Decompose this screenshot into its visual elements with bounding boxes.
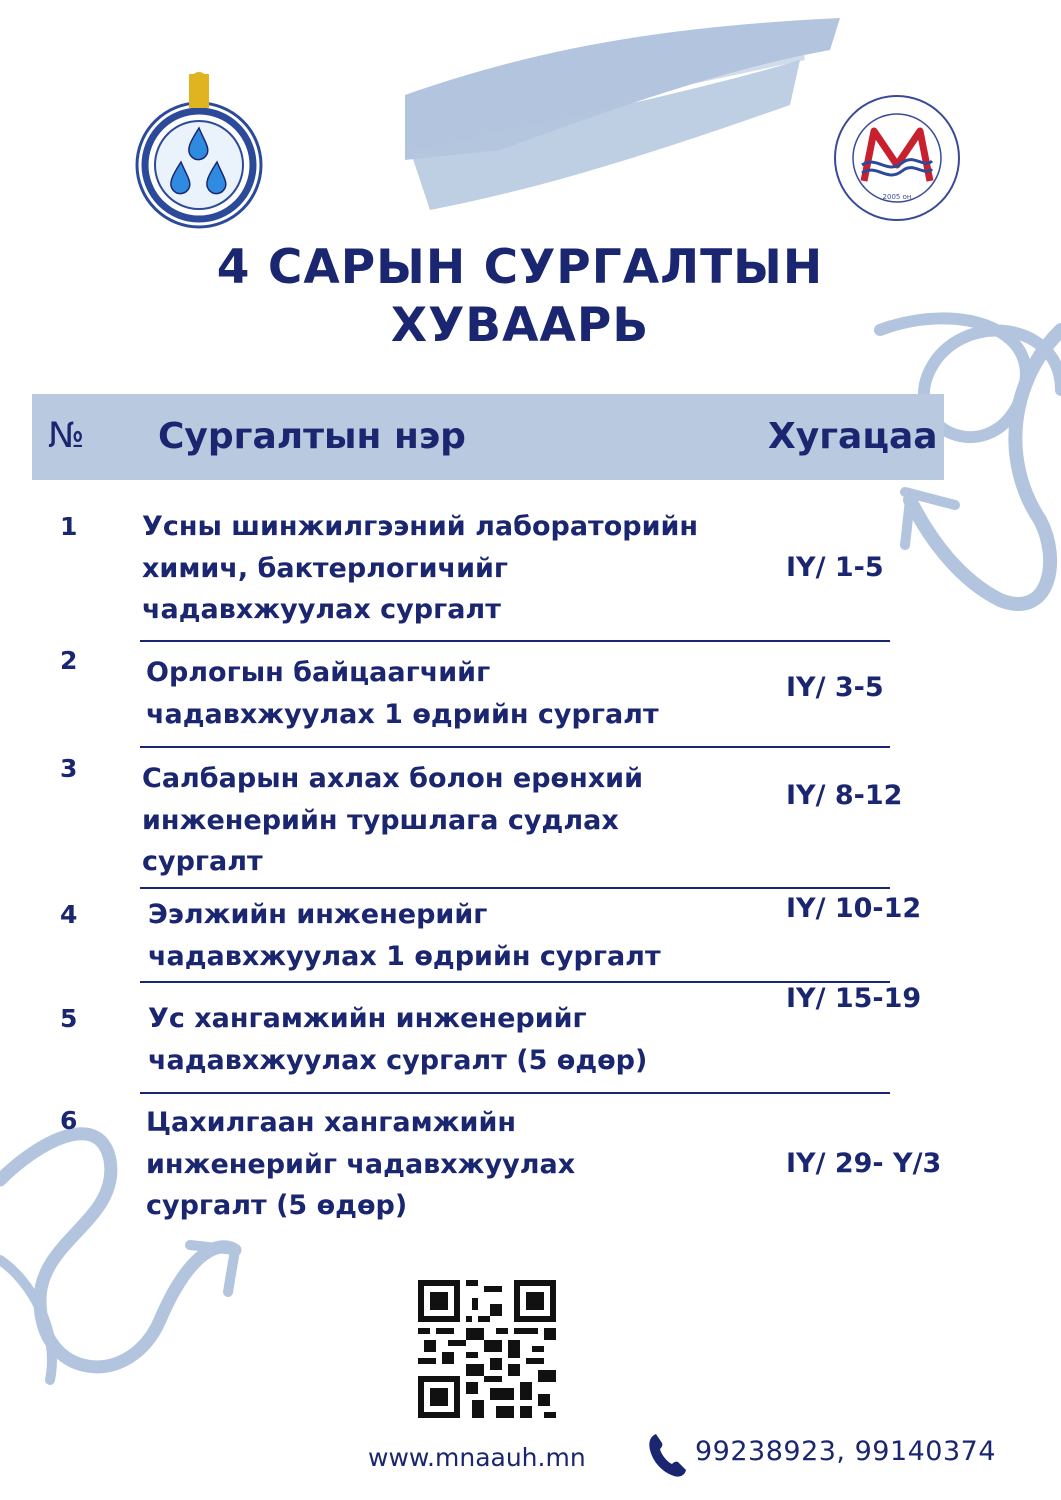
row-5-date: IY/ 15-19 <box>786 983 922 1014</box>
row-2-date: IY/ 3-5 <box>786 672 884 703</box>
row-5-name: Ус хангамжийн инженерийг чадавхжуулах сургалт (5 өдөр) <box>148 1003 648 1076</box>
phone-numbers[interactable]: 99238923, 99140374 <box>695 1436 997 1467</box>
qr-code-icon <box>418 1280 556 1418</box>
row-5-number: 5 <box>60 1004 78 1033</box>
row-3-number: 3 <box>60 754 78 783</box>
col-header-name: Сургалтын нэр <box>158 416 466 457</box>
logo-year: 2005 он <box>882 193 912 201</box>
website-link[interactable]: www.mnaauh.mn <box>368 1443 586 1472</box>
row-6-date: IY/ 29- Y/3 <box>786 1148 942 1179</box>
row-divider <box>140 746 890 748</box>
row-3-date: IY/ 8-12 <box>786 780 903 811</box>
row-1-name: Усны шинжилгээний лабораторийн химич, бактерлогичийг чадавхжуулах сургалт <box>142 511 699 625</box>
col-header-number: № <box>48 416 85 456</box>
row-divider <box>140 981 890 983</box>
page-title-line1: 4 САРЫН СУРГАЛТЫН <box>216 240 824 295</box>
row-divider <box>140 640 890 642</box>
row-4-number: 4 <box>60 900 78 929</box>
col-header-duration: Хугацаа <box>768 416 938 457</box>
row-4-date: IY/ 10-12 <box>786 893 922 924</box>
row-3-name: Салбарын ахлах болон ерөнхий инженерийн туршлага судлах сургалт <box>142 763 644 877</box>
row-6-name: Цахилгаан хангамжийн инженерийг чадавхжуулах сургалт (5 өдөр) <box>146 1107 576 1221</box>
row-1-date: IY/ 1-5 <box>786 552 884 583</box>
row-2-name: Орлогын байцаагчийг чадавхжуулах 1 өдрийн сургалт <box>146 657 659 730</box>
phone-icon <box>648 1432 688 1478</box>
row-6-number: 6 <box>60 1106 78 1135</box>
mnaauh-m-logo-icon <box>832 93 962 223</box>
page-title-line2: ХУВААРЬ <box>390 298 650 353</box>
water-drops-emblem-icon <box>128 70 270 230</box>
row-1-number: 1 <box>60 512 78 541</box>
row-4-name: Ээлжийн инженерийг чадавхжуулах 1 өдрийн сургалт <box>148 899 661 972</box>
row-divider <box>140 887 890 889</box>
row-divider <box>140 1092 890 1094</box>
row-2-number: 2 <box>60 646 78 675</box>
